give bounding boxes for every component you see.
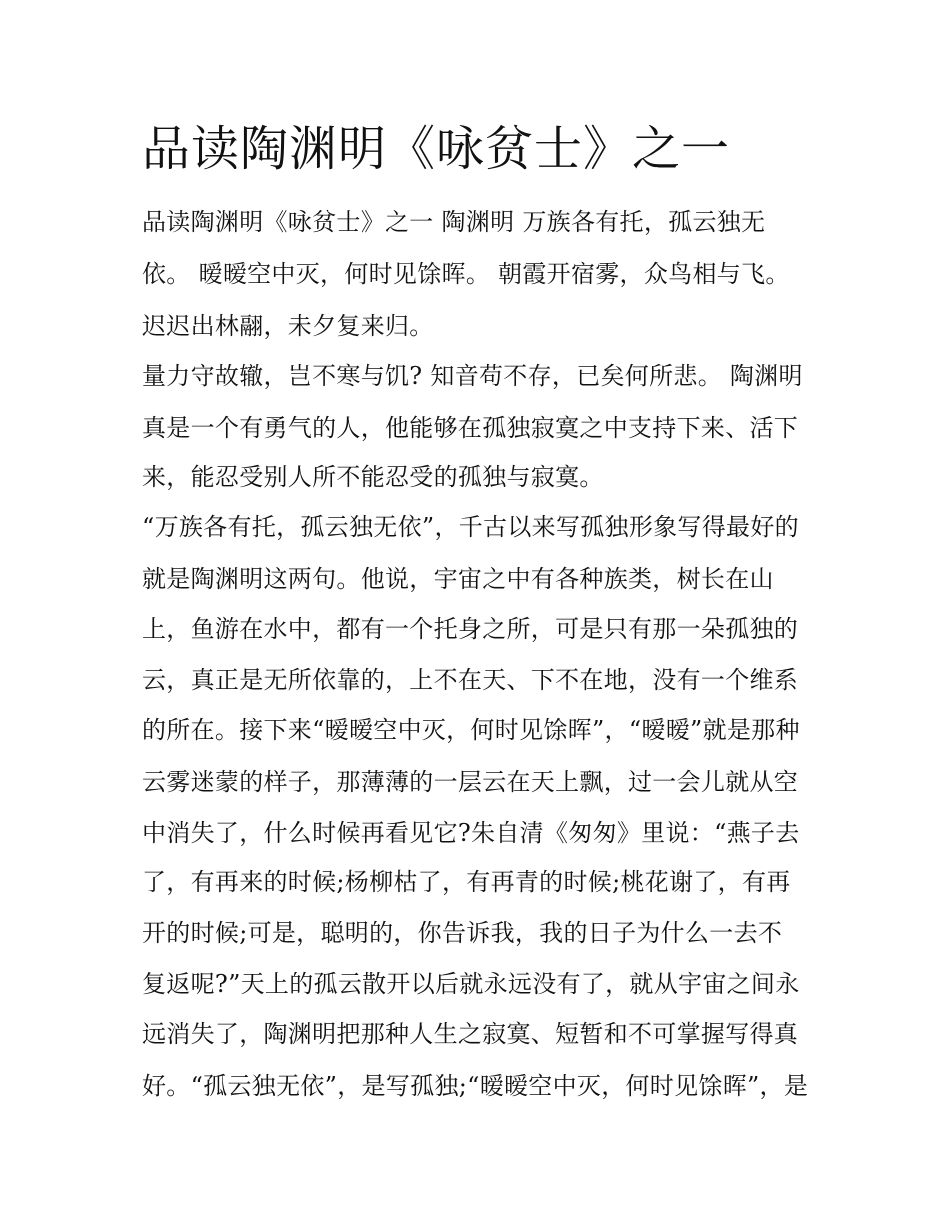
body-line: 好。“孤云独无依”，是写孤独;“暧暧空中灭，何时见馀晖”，是 — [142, 1072, 809, 1100]
body-line: 迟迟出林翮，未夕复来归。 — [142, 312, 434, 340]
body-line: 复返呢?”天上的孤云散开以后就永远没有了，就从宇宙之间永 — [142, 970, 800, 998]
body-line: 量力守故辙，岂不寒与饥? 知音苟不存，已矣何所悲。 陶渊明 — [142, 362, 803, 390]
body-line: 云，真正是无所依靠的，上不在天、下不在地，没有一个维系 — [142, 666, 799, 694]
body-line: 就是陶渊明这两句。他说，宇宙之中有各种族类，树长在山 — [142, 565, 774, 593]
body-line: 品读陶渊明《咏贫士》之一 陶渊明 万族各有托，孤云独无 — [142, 208, 766, 236]
body-line: 真是一个有勇气的人，他能够在孤独寂寞之中支持下来、活下 — [142, 414, 799, 442]
body-line: 上，鱼游在水中，都有一个托身之所，可是只有那一朵孤独的 — [142, 615, 799, 643]
body-line: 开的时候;可是，聪明的，你告诉我，我的日子为什么一去不 — [142, 919, 783, 947]
body-line: 了，有再来的时候;杨柳枯了，有再青的时候;桃花谢了，有再 — [142, 868, 791, 896]
body-line: “万族各有托，孤云独无依”，千古以来写孤独形象写得最好的 — [142, 513, 799, 541]
document-title: 品读陶渊明《咏贫士》之一 — [142, 121, 731, 177]
body-line: 来，能忍受别人所不能忍受的孤独与寂寞。 — [142, 463, 604, 491]
body-line: 依。 暧暧空中灭，何时见馀晖。 朝霞开宿雾，众鸟相与飞。 — [142, 260, 790, 288]
body-line: 中消失了，什么时候再看见它?朱自清《匆匆》里说：“燕子去 — [142, 819, 800, 847]
body-line: 云雾迷蒙的样子，那薄薄的一层云在天上飘，过一会儿就从空 — [142, 768, 799, 796]
body-line: 远消失了，陶渊明把那种人生之寂寞、短暂和不可掌握写得真 — [142, 1020, 799, 1048]
body-line: 的所在。接下来“暧暧空中灭，何时见馀晖”，“暧暧”就是那种 — [142, 716, 800, 744]
